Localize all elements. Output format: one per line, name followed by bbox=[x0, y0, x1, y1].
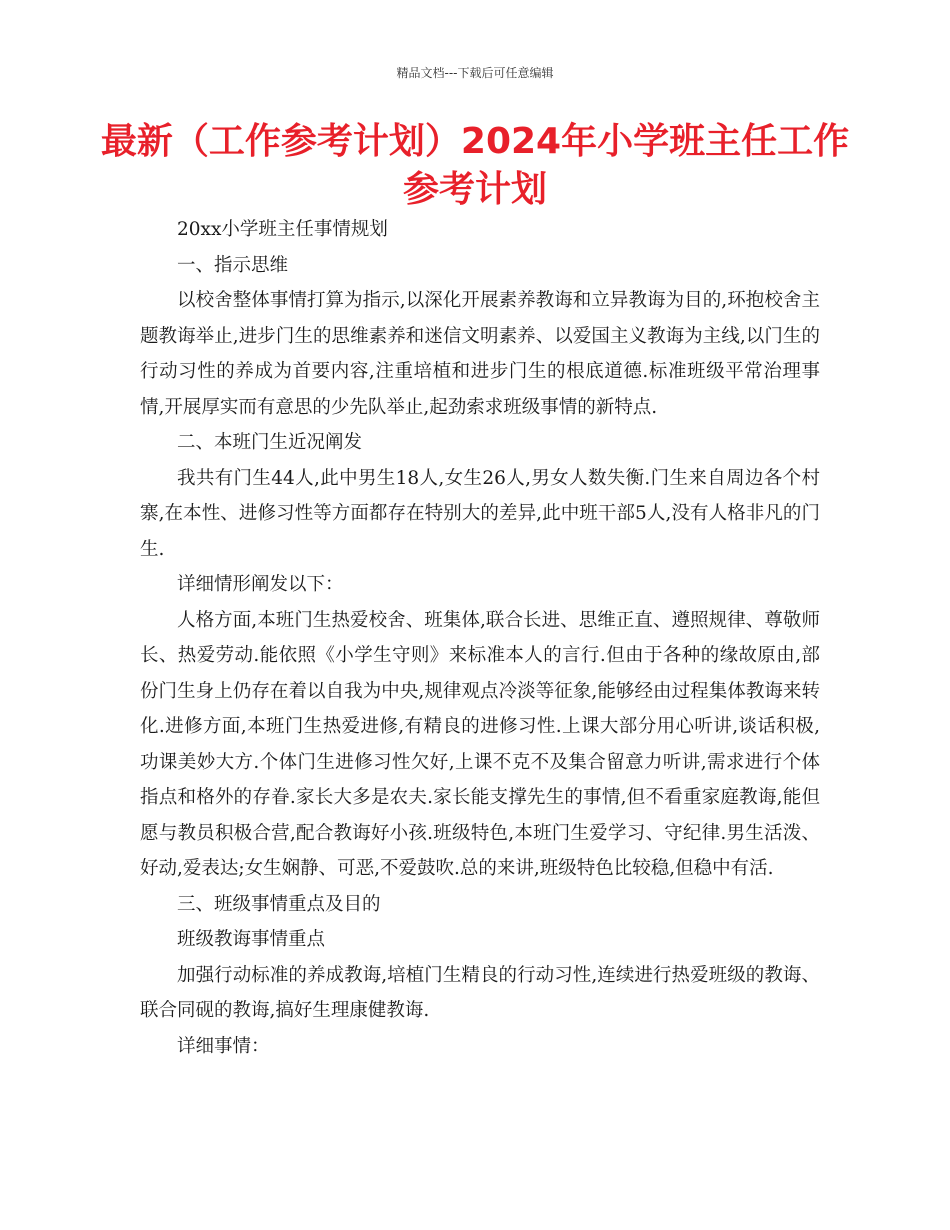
paragraph-heading-2: 二、本班门生近况阐发 bbox=[177, 432, 363, 453]
paragraph-heading-1: 一、指示思维 bbox=[177, 254, 289, 276]
paragraph-analysis: 人格方面,本班门生热爱校舍、班集体,联合长进、思维正直、遵照规律、尊敬师长、热爱劳动.能依照《小学生守则》来标准本人的言行.但由于各种的缘故原由,部份门生身上仍存在着以自我为中央,规律观点冷淡等征象,能够经由过程集体教诲来转化.进修方面,本班门生热爱进修,有精良的进修习性.上课大部分用心听讲,谈话积极,功课美妙大方.个体门生进修习性欠好,上课不克不及集合留意力听讲,需求进行个体指点和格外的存眷.家长大多是农夫.家长能支撑先生的事情,但不看重家庭教诲,能但愿与教员积极合营,配合教诲好小孩.班级特色,本班门生爱学习、守纪律.男生活泼、好动,爱表达;女生娴静、可恶,不爱鼓吹.总的来讲,班级特色比较稳,但稳中有活. bbox=[140, 609, 820, 879]
document-body bbox=[140, 212, 820, 1064]
paragraph-subtitle: 20xx小学班主任事情规划 bbox=[177, 219, 388, 240]
page-header: 精品文档---下载后可任意编辑 bbox=[396, 66, 554, 80]
paragraph-details-intro: 详细情形阐发以下： bbox=[177, 574, 344, 595]
document-title: 最新（工作参考计划）2024年小学班主任工作参考计划 bbox=[100, 121, 850, 210]
paragraph-heading-3: 三、班级事情重点及目的 bbox=[177, 893, 381, 915]
paragraph-subheading: 班级教诲事情重点 bbox=[177, 929, 326, 950]
paragraph-student-status: 我共有门生44人,此中男生18人,女生26人,男女人数失衡.门生来自周边各个村寨,在本性、进修习性等方面都存在特别大的差异,此中班干部5人,没有人格非凡的门生. bbox=[140, 467, 820, 560]
paragraph-key-work: 加强行动标准的养成教诲,培植门生精良的行动习性,连续进行热爱班级的教诲、联合同砚的教诲,搞好生理康健教诲. bbox=[140, 964, 820, 1021]
paragraph-specific-work: 详细事情： bbox=[177, 1035, 270, 1057]
paragraph-guiding-thought: 以校舍整体事情打算为指示,以深化开展素养教诲和立异教诲为目的,环抱校舍主题教诲举止,进步门生的思维素养和迷信文明素养、以爱国主义教诲为主线,以门生的行动习性的养成为首要内容,注重培植和进步门生的根底道德.标准班级平常治理事情,开展厚实而有意思的少先队举止,起劲索求班级事情的新特点. bbox=[140, 290, 820, 418]
